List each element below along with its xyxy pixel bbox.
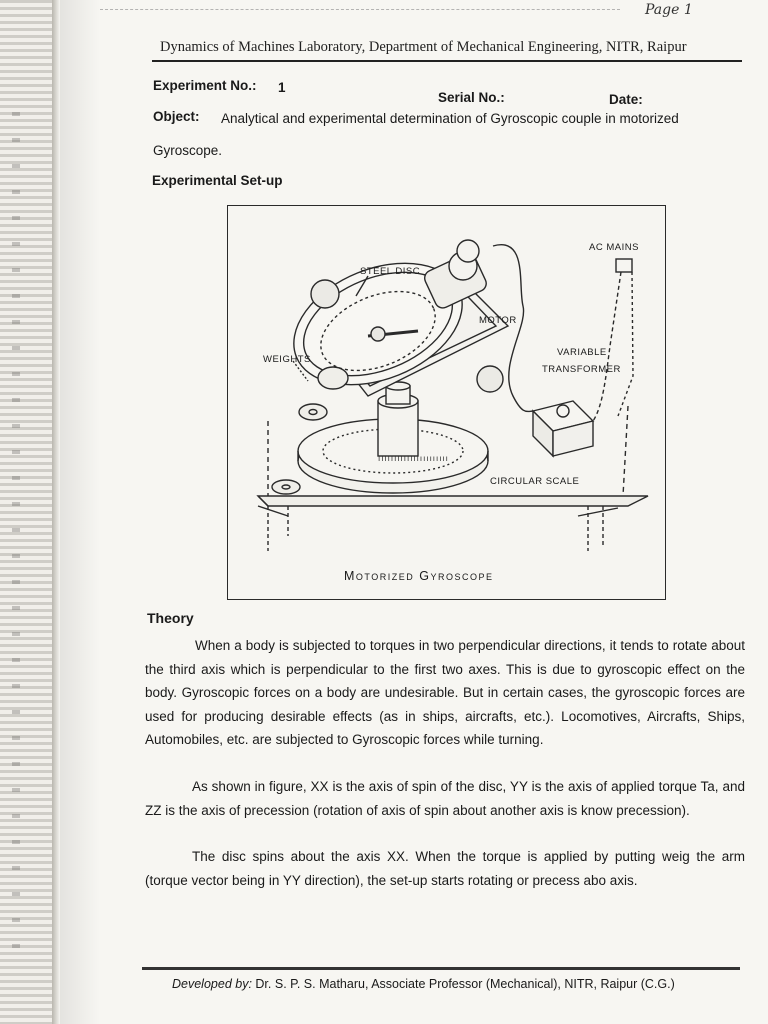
- theory-paragraph-3: The disc spins about the axis XX. When the torque is applied by putting weig the arm (torque vector being in YY direction), the set-up starts rotating or precess abo axis.: [145, 849, 745, 888]
- header-rule: [152, 60, 742, 62]
- binder-edge: [0, 0, 58, 1024]
- object-text-line2: Gyroscope.: [153, 143, 223, 158]
- figure-caption: Motorized Gyroscope: [344, 569, 494, 583]
- footer: [172, 977, 675, 991]
- serial-label: Serial No.:: [438, 90, 505, 105]
- theory-paragraph-2: As shown in figure, XX is the axis of spin of the disc, YY is the axis of applied torque Ta, and ZZ is the axis of precession (rotation of axis of spin about another axis is know precession).: [145, 779, 745, 818]
- gyroscope-drawing: [228, 206, 665, 599]
- experiment-label: Experiment No.:: [153, 78, 257, 93]
- footer-rule: [142, 967, 740, 970]
- label-ac-mains: AC MAINS: [589, 242, 639, 253]
- page-mark: Page 1: [645, 2, 693, 18]
- binder-shadow: [52, 0, 60, 1024]
- top-rule: [100, 9, 620, 11]
- label-variable: VARIABLE: [557, 347, 607, 358]
- footer-developed-text: Dr. S. P. S. Matharu, Associate Professor (Mechanical), NITR, Raipur (C.G.): [255, 977, 675, 991]
- page-shadow: [60, 0, 100, 1024]
- label-steel-disc: STEEL DISC: [360, 266, 421, 277]
- theory-heading: Theory: [147, 610, 194, 626]
- label-motor: MOTOR: [479, 315, 517, 326]
- label-circular-scale: CIRCULAR SCALE: [490, 476, 580, 487]
- label-transformer: TRANSFORMER: [542, 364, 621, 375]
- experiment-value: 1: [278, 80, 286, 95]
- svg-text:ıııııııııııııııııııııı: ıııııııııııııııııııııı: [378, 454, 449, 463]
- footer-developed-label: Developed by:: [172, 977, 252, 991]
- gyroscope-figure: [227, 205, 666, 600]
- object-label: Object:: [153, 109, 200, 124]
- object-text-line1: Analytical and experimental determination of Gyroscopic couple in motorized: [221, 111, 679, 126]
- setup-heading: Experimental Set-up: [152, 173, 283, 188]
- label-weights: WEIGHTS: [263, 354, 311, 365]
- date-label: Date:: [609, 92, 643, 107]
- theory-paragraph-1: When a body is subjected to torques in two perpendicular directions, it tends to rotate about the third axis which is perpendicular to the first two axes. This is due to gyroscopic effect on the body. Gyroscopic forces on a body are undesirable. But in certain cases, the gyroscopic forces are used for producing desirable effects (as in ships, aircrafts, etc.). Locomotives, Aircrafts, Ships, Automobiles, etc. are subjected to Gyroscopic forces while turning.: [145, 638, 745, 747]
- lab-header: Dynamics of Machines Laboratory, Department of Mechanical Engineering, NITR, Raipur: [160, 39, 687, 55]
- binder-marks: [12, 90, 20, 970]
